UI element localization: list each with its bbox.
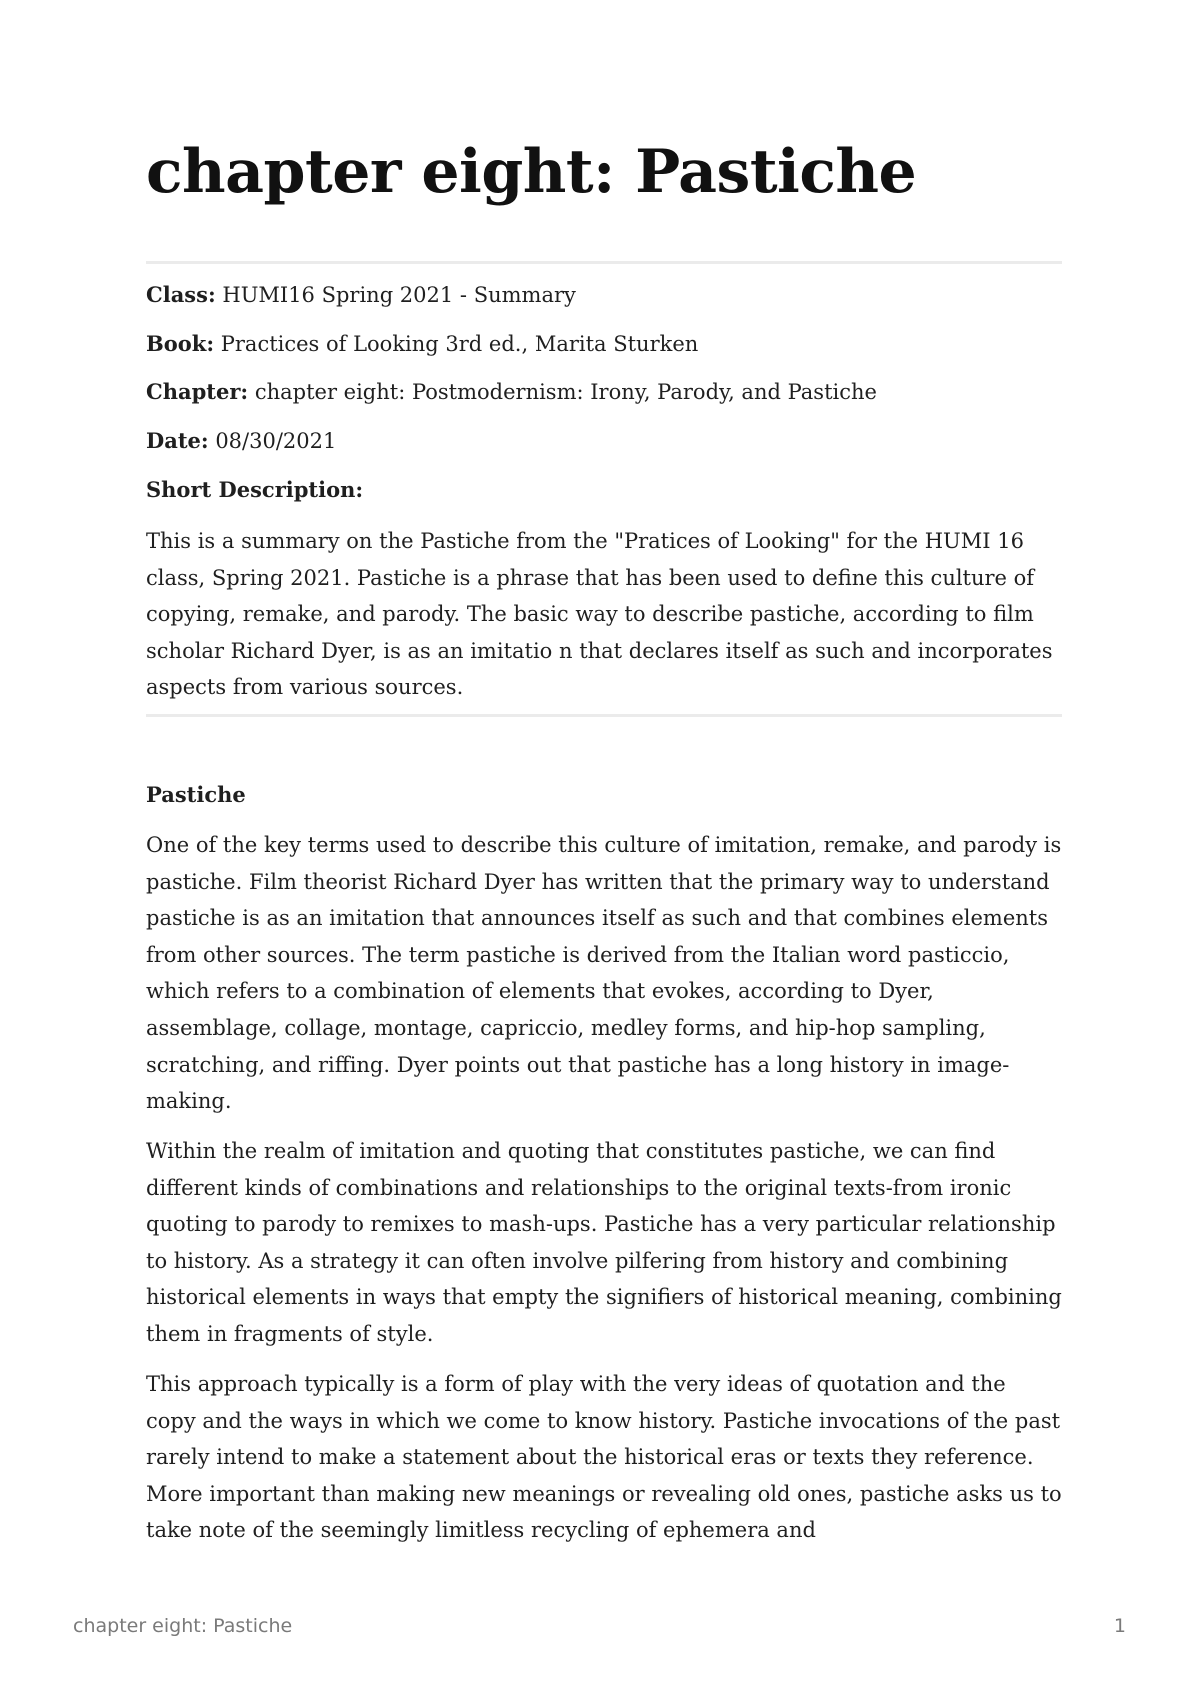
body-paragraph: This approach typically is a form of play with the very ideas of quotation and the copy and the ways in which we come to know history. Pastiche invocations of the past rarely intend to make a statement about the historical eras or texts they reference. More important than making new meanings or revealing old ones, pastiche asks us to take note of the seemingly limitless recycling of ephemera and [146, 1372, 1062, 1543]
meta-date-label: Date: [146, 428, 209, 453]
top-divider [146, 261, 1062, 264]
section-heading: Pastiche [146, 782, 246, 807]
meta-class-value: HUMI16 Spring 2021 - Summary [215, 283, 576, 307]
short-description-text: This is a summary on the Pastiche from the "Pratices of Looking" for the HUMI 16 class, Spring 2021. Pastiche is a phrase that has been used to define this culture of copying, remake, and parody. The basic way to describe pastiche, according to film scholar Richard Dyer, is as an imitatio n that declares itself as such and incorporates aspects from various sources. [146, 529, 1053, 700]
meta-chapter [146, 377, 1062, 407]
meta-book-label: Book: [146, 331, 215, 356]
meta-date-value: 08/30/2021 [208, 429, 337, 453]
meta-chapter-value: chapter eight: Postmodernism: Irony, Parody, and Pastiche [248, 380, 877, 404]
meta-book-value: Practices of Looking 3rd ed., Marita Sturken [214, 332, 699, 356]
footer-page-number: 1 [1113, 1615, 1126, 1637]
meta-class [146, 280, 1062, 310]
page-title: chapter eight: Pastiche [146, 137, 917, 207]
meta-chapter-label: Chapter: [146, 379, 249, 404]
bottom-divider [146, 714, 1062, 717]
meta-date [146, 426, 1062, 456]
meta-short-description [146, 475, 1062, 505]
body-paragraph: One of the key terms used to describe this culture of imitation, remake, and parody is pastiche. Film theorist Richard Dyer has written that the primary way to understand pastiche is as an imitation that announces itself as such and that combines elements from other sources. The term pastiche is derived from the Italian word pasticcio, which refers to a combination of elements that evokes, according to Dyer, assemblage, collage, montage, capriccio, medley forms, and hip-hop sampling, scratching, and riffing. Dyer points out that pastiche has a long history in image-making. [146, 833, 1062, 1114]
meta-book [146, 329, 1062, 359]
footer-running-title: chapter eight: Pastiche [73, 1615, 293, 1637]
meta-class-label: Class: [146, 282, 216, 307]
meta-short-description-label: Short Description: [146, 477, 364, 502]
body-paragraph: Within the realm of imitation and quoting that constitutes pastiche, we can find different kinds of combinations and relationships to the original texts-from ironic quoting to parody to remixes to mash-ups. Pastiche has a very particular relationship to history. As a strategy it can often involve pilfering from history and combining historical elements in ways that empty the signifiers of historical meaning, combining them in fragments of style. [146, 1139, 1062, 1346]
